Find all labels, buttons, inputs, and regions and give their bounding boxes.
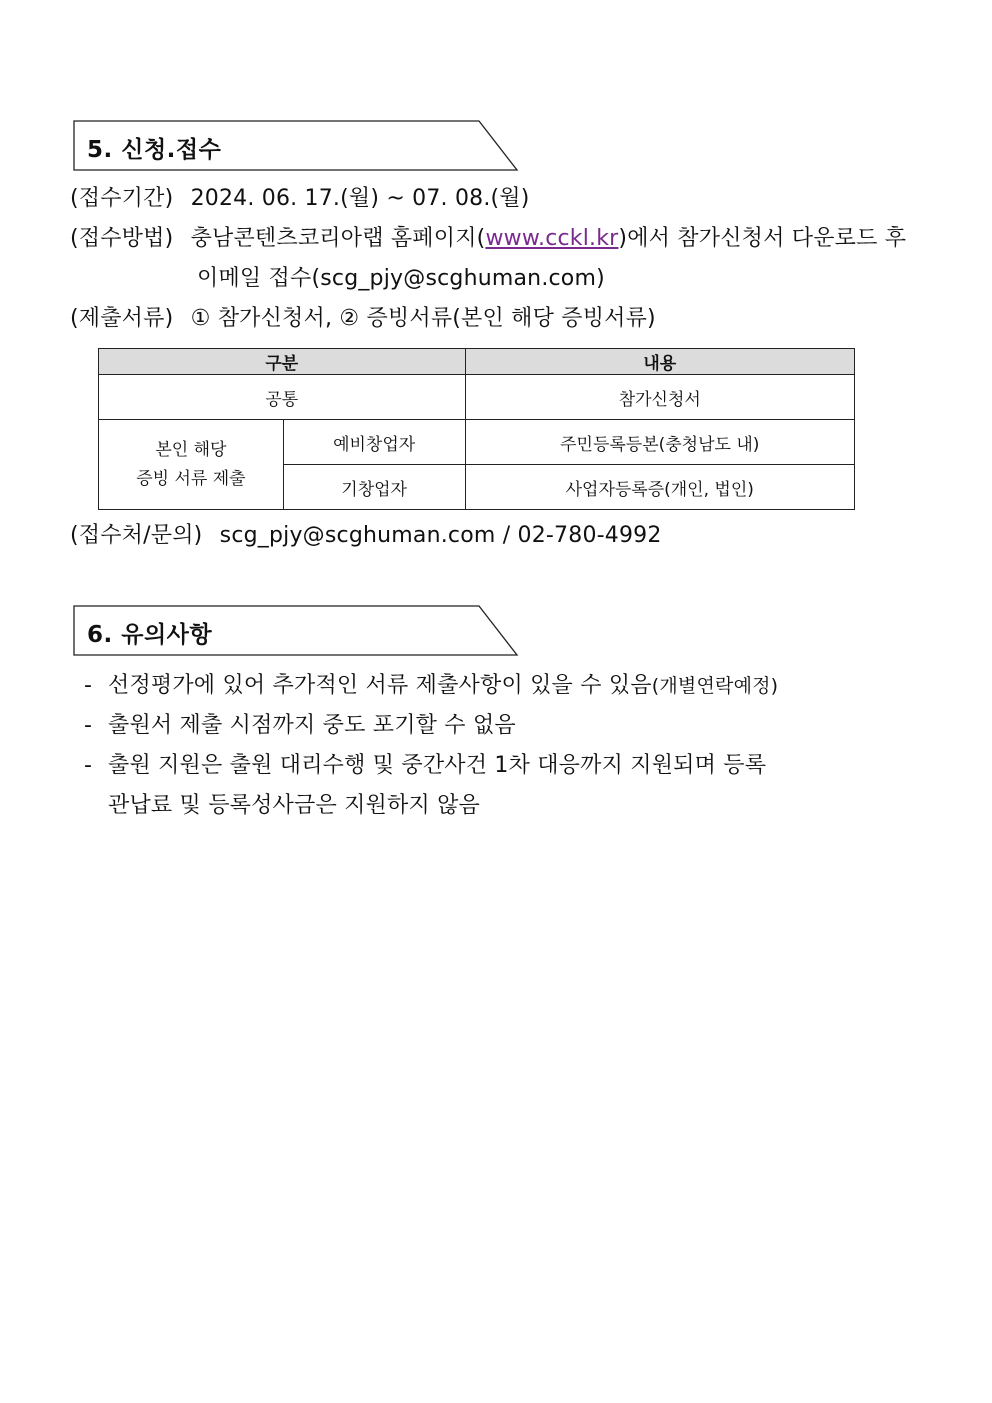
header-content: 내용 (465, 349, 855, 375)
pre-founder-content: 주민등록등본(충청남도 내) (465, 420, 855, 465)
contact-value: scg_pjy@scghuman.com / 02-780-4992 (219, 523, 662, 548)
bullet-dash: - (84, 713, 93, 738)
notice-item-2 (84, 711, 516, 741)
header-category: 구분 (99, 349, 466, 375)
section-5-title: 5. 신청.접수 (87, 137, 222, 163)
notice-2-text: 출원서 제출 시점까지 중도 포기할 수 없음 (108, 713, 516, 738)
docs-value: ① 참가신청서, ② 증빙서류(본인 해당 증빙서류) (190, 306, 656, 331)
common-category: 공통 (99, 375, 466, 420)
period-line (70, 184, 530, 214)
section-6-header (73, 605, 519, 657)
proof-category (99, 420, 284, 510)
period-value: 2024. 06. 17.(월) ~ 07. 08.(월) (190, 186, 530, 211)
method-line-2: 이메일 접수(scg_pjy@scghuman.com) (197, 266, 605, 291)
pre-founder-label: 예비창업자 (283, 420, 465, 465)
table-row (99, 420, 855, 465)
table-header-row (99, 349, 855, 375)
method-label: (접수방법) (70, 226, 174, 251)
method-line (70, 224, 906, 254)
notice-1-small: (개별연락예정) (651, 675, 779, 697)
section-6-title: 6. 유의사항 (87, 622, 213, 648)
period-label: (접수기간) (70, 186, 174, 211)
proof-category-line1: 본인 해당 (155, 439, 227, 460)
existing-founder-content: 사업자등록증(개인, 법인) (465, 465, 855, 510)
notice-1-main: 선정평가에 있어 추가적인 서류 제출사항이 있을 수 있음 (108, 673, 652, 698)
notice-item-1 (84, 671, 778, 701)
notice-item-3-cont: 관납료 및 등록성사금은 지원하지 않음 (108, 793, 481, 818)
docs-line (70, 304, 656, 334)
docs-label: (제출서류) (70, 306, 174, 331)
notice-3-line1: 출원 지원은 출원 대리수행 및 중간사건 1차 대응까지 지원되며 등록 (108, 753, 767, 778)
contact-line (70, 521, 662, 551)
website-link[interactable]: www.cckl.kr (485, 226, 619, 251)
common-content: 참가신청서 (465, 375, 855, 420)
notice-item-3 (84, 751, 766, 781)
documents-table (98, 348, 855, 510)
bullet-dash: - (84, 673, 93, 698)
proof-category-line2: 증빙 서류 제출 (136, 468, 246, 489)
table-row (99, 375, 855, 420)
existing-founder-label: 기창업자 (283, 465, 465, 510)
method-text-before: 충남콘텐츠코리아랩 홈페이지( (190, 226, 486, 251)
section-5-header (73, 120, 519, 172)
method-text-after: )에서 참가신청서 다운로드 후 (618, 226, 907, 251)
contact-label: (접수처/문의) (70, 523, 203, 548)
bullet-dash: - (84, 753, 93, 778)
